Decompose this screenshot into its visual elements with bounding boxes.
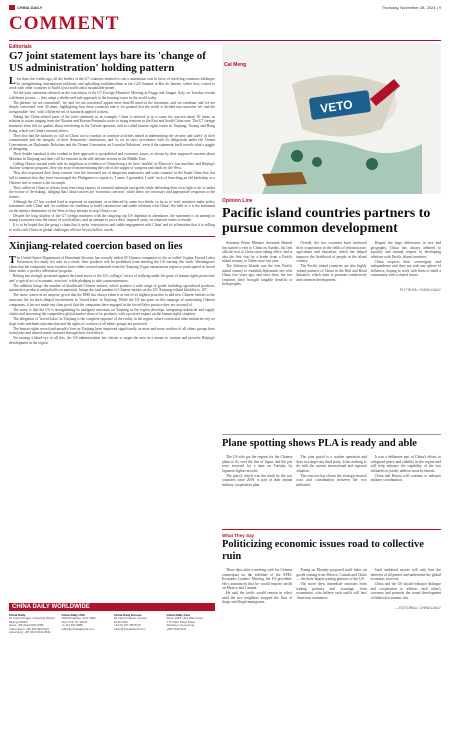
xinjiang-paragraph: he United States Department of Homeland Security has recently added 29 Chinese companies to the so-called Uyghur Forced Labor Prevention Act entity list and, as a result, their products will be prohibited from entering the US starting this week. Washington's claim that the companies were found to have either sourced materials from the Xinjiang Uygur autonomous region or participated in forced labor under a 'poverty alleviation' program.: [9, 255, 215, 274]
what-they-say-paragraph: He said the tariffs would remain in effect until the two neighbors stopped the flow of drugs and illegal immigrants.: [222, 591, 293, 605]
office-listing: [9, 614, 215, 634]
office-line: Advertising: +86 (0)10 6491-8631: [9, 630, 51, 635]
plane-columns: [222, 455, 441, 488]
what-they-say-paragraph: Such unilateral moves will only hurt the interests of all parties and undermine the global economic recovery.: [370, 568, 441, 582]
section-title: COMMENT: [9, 13, 120, 34]
office-line: 90 Cannon Street, London: [114, 616, 147, 621]
plane-paragraph: The joint patrol is a routine operation and does not target any third party. It has nothing to do with the current international and regional situation.: [296, 455, 367, 473]
plane-article: [222, 434, 441, 488]
xinjiang-paragraph: The addition brings the number of blacklisted Chinese entities, which produce a wide range of goods including agricultural products, automotive products and polysilicon materials, brings the total number of Chinese entities on the US' Xinjiang-related blacklist to 107.: [9, 283, 215, 293]
office-line: New York, NY 10036: [61, 619, 88, 624]
issue-date: Thursday, November 28, 2024: [381, 5, 436, 10]
plane-column: [371, 455, 441, 488]
cartoon-illustration: [222, 44, 441, 194]
what-they-say-tag: What They Say: [222, 533, 255, 538]
what-they-say-column: [222, 568, 292, 605]
plane-column: [222, 455, 292, 488]
china-daily-logo-icon: [9, 5, 15, 10]
divider: [222, 529, 441, 530]
opinion-headline: Pacific island countries partners to pursue common development: [222, 206, 431, 236]
paper-name: CHINA DAILY: [17, 5, 43, 10]
what-they-say-paragraph: China and the US should enhance dialogue and cooperation to address each other's concerns and promote the sound development of bilateral economic ties.: [370, 582, 441, 600]
office-entry: [62, 614, 111, 634]
xinjiang-paragraph: The human rights record and people's lives in Xinjiang have improved significantly, as more and more workers of all ethnic groups have found jobs and earned steady incomes through their own efforts.: [9, 326, 215, 336]
xinjiang-paragraph: The irony is that the US is strengthening its maligned sanctions on Xinjiang as the region develops, integrating industrial and supply chains and increasing the competitive global market share of its products, with a positive impact on the human rights situation.: [9, 307, 215, 317]
opinion-column: [296, 241, 366, 287]
veto-label: VETO: [319, 97, 354, 116]
g7-paragraph: Their double standard is also evident in their approach to geopolitical and economic issues, as shown by their supposed concerns about Muslims in Xinjiang and their call for restraint in the self-defense actions in the Middle East.: [9, 152, 215, 161]
g7-article-body: [9, 77, 215, 233]
office-line: Beijing 100029: [9, 619, 28, 624]
cartoonist-name: Cai Meng: [224, 62, 247, 68]
xinjiang-paragraph: Yet turning a blind eye to all this, the US administration has chosen to target the area as a means to contain and provoke Beijing's development in the region.: [9, 336, 215, 345]
opinion-paragraph: Despite the huge differences in size and geography, China has always adhered to equality and mutual respect in developing relations with Pacific island countries.: [370, 241, 441, 259]
xinjiang-headline: Xinjiang-related coercion based on lies: [9, 240, 183, 252]
xinjiang-paragraph: The allegation of 'forced labor' in Xinjiang is the complete opposite of the reality in the region, where cotton and other industries rely on large-scale mechanical production and the rights of workers of all ethnic groups are protected.: [9, 317, 215, 326]
office-line: Aberdeen, Hong Kong: [166, 623, 195, 628]
opinion-paragraph: China respects their sovereignty and independence and does not seek any sphere of influence, hoping to work with them to build a community with a shared future.: [370, 259, 441, 278]
opinion-paragraph: The Solomon Islands was the first Pacific island country to establish diplomatic ties with China five years ago, and since then, the two countries have brought tangible benefits to both peoples.: [222, 264, 293, 287]
what-they-say-paragraph: Three days after a meeting with his Chinese counterpart on the sidelines of the APEC Economic Leaders' Meeting, the US president-elect announced that he would impose tariffs on Mexico and Canada.: [222, 568, 293, 591]
g7-paragraph: Taking the China-related parts of the joint statement as an example, China is referred to as a cause for concern about 30 times, in relation to issues ranging from the Ukraine and Korean Peninsula crises to rising tensions in the East and South China seas. The G7 foreign ministers even felt no qualms about interfering in the Taiwan question, and so-called human rights issues in Xinjiang, Xizang and Hong Kong, which are China's internal affairs.: [9, 114, 215, 133]
opinion-author: PU TIEXIA / CHINA DAILY: [399, 288, 441, 293]
date-line: Thursday, November 28, 2024 | 9: [381, 5, 441, 10]
opinion-paragraph: Solomon Prime Minister Jeremiah Manele has started a visit to China on Sunday, his first official visit to China since taking office, and is also the first visit by a leader from a Pacific island country to China since last year.: [222, 241, 293, 264]
g7-paragraph: ess than five weeks ago, all the leaders of the G7 countries seemed to cast a unanimous vote in favor of resolving common challenges by strengthening international solidarity and upholding multilateralism at the G20 Summit in Rio de Janeiro, where they vowed to work with other countries to 'build a just world and a sustainable planet'.: [9, 77, 215, 91]
opinion-tag: Opinion Line: [222, 198, 253, 204]
g7-headline: G7 joint statement lays bare its 'change of US administration' holding pattern: [9, 50, 206, 74]
worldwide-title: CHINA DAILY WORLDWIDE: [9, 603, 215, 611]
g7-paragraph: They called on China to refrain from restricting exports of essential materials and goods while defending their own right to do so under the excuse of 'de-risking', alleging that China's moves are 'economic coercion', while theirs are 'necessary and appropriate' responses to the former.: [9, 185, 215, 199]
china-daily-worldwide-box: [9, 603, 215, 743]
office-line: +1 212 537 8888: [61, 623, 83, 628]
office-line: editor@chinadailyusa.com: [61, 626, 95, 631]
office-name: China Daily Asia: [166, 613, 190, 617]
office-line: 15 Huixin Dongjie, Chaoyang District,: [9, 616, 56, 621]
plane-paragraph: The exercise has shown the strategic mutual trust and coordination between the two militaries.: [296, 473, 367, 487]
office-name: China Daily USA: [61, 613, 86, 617]
office-entry: [167, 614, 216, 634]
xinjiang-paragraph: Beijing has strongly protested against the latest move of the US, calling it 'an act of bullying under the guise of human rights protection' and 'a typical act of economic coercion', while pledging to take countermeasures.: [9, 274, 215, 283]
office-line: Room 1818, Hing Wai Centre,: [166, 616, 204, 621]
editorial-cartoon: [222, 44, 441, 194]
opinion-paragraph: Overall, the two countries have furthered their cooperation in the fields of infrastructure, agriculture and education, which has helped improve the livelihood of people in the island country.: [296, 241, 367, 264]
what-they-say-column: [371, 568, 441, 605]
office-line: Subscription: +86 400-699-0203: [9, 626, 49, 631]
g7-paragraph: The phrases 'we are committed', 'we' and 'we are concerned' appear more than 80 times in the document, and 'we condemn' and 'we are deeply concerned' over 30 times, highlighting how these countries take it for granted that the world is divided into innocent 'we' and the irresponsible 'rest', with a different set of standards applied to them.: [9, 100, 215, 114]
office-entry: [9, 614, 58, 634]
what-they-say-paragraph: The move drew immediate reactions from trading partners and warnings from economists, who believe such tariffs will hurt American consumers.: [296, 582, 367, 600]
plane-paragraph: The patrol, which was the ninth by the two countries since 2019, is part of their annual military cooperation plan.: [222, 473, 293, 487]
office-line: EC4N 6HA: [114, 619, 128, 624]
office-line: +44 (0) 207 398 8270: [114, 623, 141, 628]
plane-paragraph: The US side got the request for the Chinese plane to fly over the Sea of Japan, and the jets were escorted for a time on Tuesday by Japanese fighter aircraft.: [222, 455, 293, 473]
what-they-say-column: [296, 568, 366, 605]
g7-paragraph: They also had the audacity to call on China 'not to conduct or condone activities aimed at undermining the security and safety' of their communities and the integrity of their 'democratic' institutions, and 'to act in strict accordance with its obligations under the Vienna Conventions on Diplomatic Relations and the Vienna Convention on Consular Relations', even if the statement itself reveals what a gaggle of designing.: [9, 133, 215, 152]
opinion-columns: [222, 241, 441, 287]
xinjiang-dropcap: T: [9, 254, 16, 266]
what-they-say-paragraph: Trump on Monday proposed tariff hikes on goods coming from Mexico, Canada and China — the three largest trading partners of the US.: [296, 568, 367, 582]
xinjiang-paragraph: The move comes as no surprise, given that the DHS has always taken it as one of its highest priorities to add new Chinese entities to the sanctions list for their alleged involvement in 'forced labor' in Xinjiang. While the US has gone on this rampage of sanctioning Chinese companies, it has not made any clear proof that the companies have engaged in the forced labor practice they are accused of.: [9, 293, 215, 307]
what-they-say-headline: Politicizing economic issues road to collective ruin: [222, 539, 424, 562]
opinion-paragraph: The Pacific island countries are also highly valued partners of China in the Belt and Road Initiative, which aims to promote connectivity and common development.: [296, 264, 367, 282]
g7-paragraph: Although the G7 has worked hard to represent its statement, as evidenced by some two-thirds, so far as to 'west' ministers make policy statements with China' and 'we reaffirm our readiness to build constructive and stable relations with China', the bulk of it is the statement on the distinct dominance of the West as they attempt to stop China's rise.: [9, 199, 215, 213]
what-they-say-columns: [222, 568, 441, 605]
plane-paragraph: It was a deliberate part of China's efforts to safeguard peace and stability in the region and will help enhance the capability of the two militaries to jointly address security threats.: [370, 455, 441, 473]
g7-paragraph: Calling China's normal trade with its neighbors as evidence of China being a de facto 'enabler' of Moscow's 'war machine' and Beijing's 'nuclear weapons program', they shy away from mentioning the role of the supply of weapons and funds by the West.: [9, 161, 215, 171]
office-line: editor@chinadailyuk.com: [114, 626, 146, 631]
office-line: 1500 Broadway, Suite 2800,: [61, 616, 97, 621]
editorials-column: [9, 44, 215, 346]
page-number: 9: [438, 5, 441, 10]
office-name: China Daily: [9, 613, 26, 617]
what-they-say-article: [222, 527, 441, 610]
divider: [222, 434, 441, 435]
office-name: China Daily Europe: [114, 613, 142, 617]
opinion-column: [371, 241, 441, 287]
g7-dropcap: L: [9, 76, 16, 87]
plane-column: [296, 455, 366, 488]
plane-paragraph: China and Russia will continue to enhance military coordination.: [370, 473, 441, 483]
g7-paragraph: They also expressed their 'deep concern' over the increased use of dangerous maneuvers and water cannons' in the South China Sea, but fail to mention that they have encouraged the Philippines to repeat its 'I came, I grounded, I stole' trick of breaching an old battleship as a Chinese reef to ensure a fait accompli.: [9, 171, 215, 185]
xinjiang-article-body: [9, 256, 215, 346]
g7-paragraph: Despite the long shadow of the G7 foreign ministers with the outgoing top US diplomat in attendance, the statement is an attempt to stamp a narrative onto the future of world affairs, and an attempt to prove their 'inspired' unity, on whatever terms it reveals.: [9, 213, 215, 223]
editorials-tag: Editorials: [9, 44, 32, 50]
opinion-column: [222, 241, 292, 287]
opinion-article: [222, 198, 441, 292]
divider: [9, 236, 215, 237]
office-line: +852 2518 5111: [166, 626, 187, 631]
office-line: News: +86 (0)10 6491-8366: [9, 623, 44, 628]
office-line: 7 Tin Wan Praya Road,: [166, 619, 196, 624]
office-entry: [114, 614, 163, 634]
plane-headline: Plane spotting shows PLA is ready and able: [222, 438, 417, 449]
g7-paragraph: It is to be hoped that the group's claim that it seeks 'constructive and stable engagement with China' and its affirmation that it is willing to work with China on global challenges will not be just hollow words.: [9, 223, 215, 232]
g7-paragraph: Yet the joint statement released on the conclusion of the G7 Foreign Ministers' Meeting in Fiuggi and Anagni, Italy, on Tuesday reveals a different picture — they adopt a divide-and-rule approach to the burning issues in the world today.: [9, 91, 215, 100]
what-they-say-byline: — EDITORIAL: CHINA DAILY: [394, 606, 441, 611]
section-masthead: [9, 11, 441, 41]
paper-brand: [9, 5, 42, 10]
